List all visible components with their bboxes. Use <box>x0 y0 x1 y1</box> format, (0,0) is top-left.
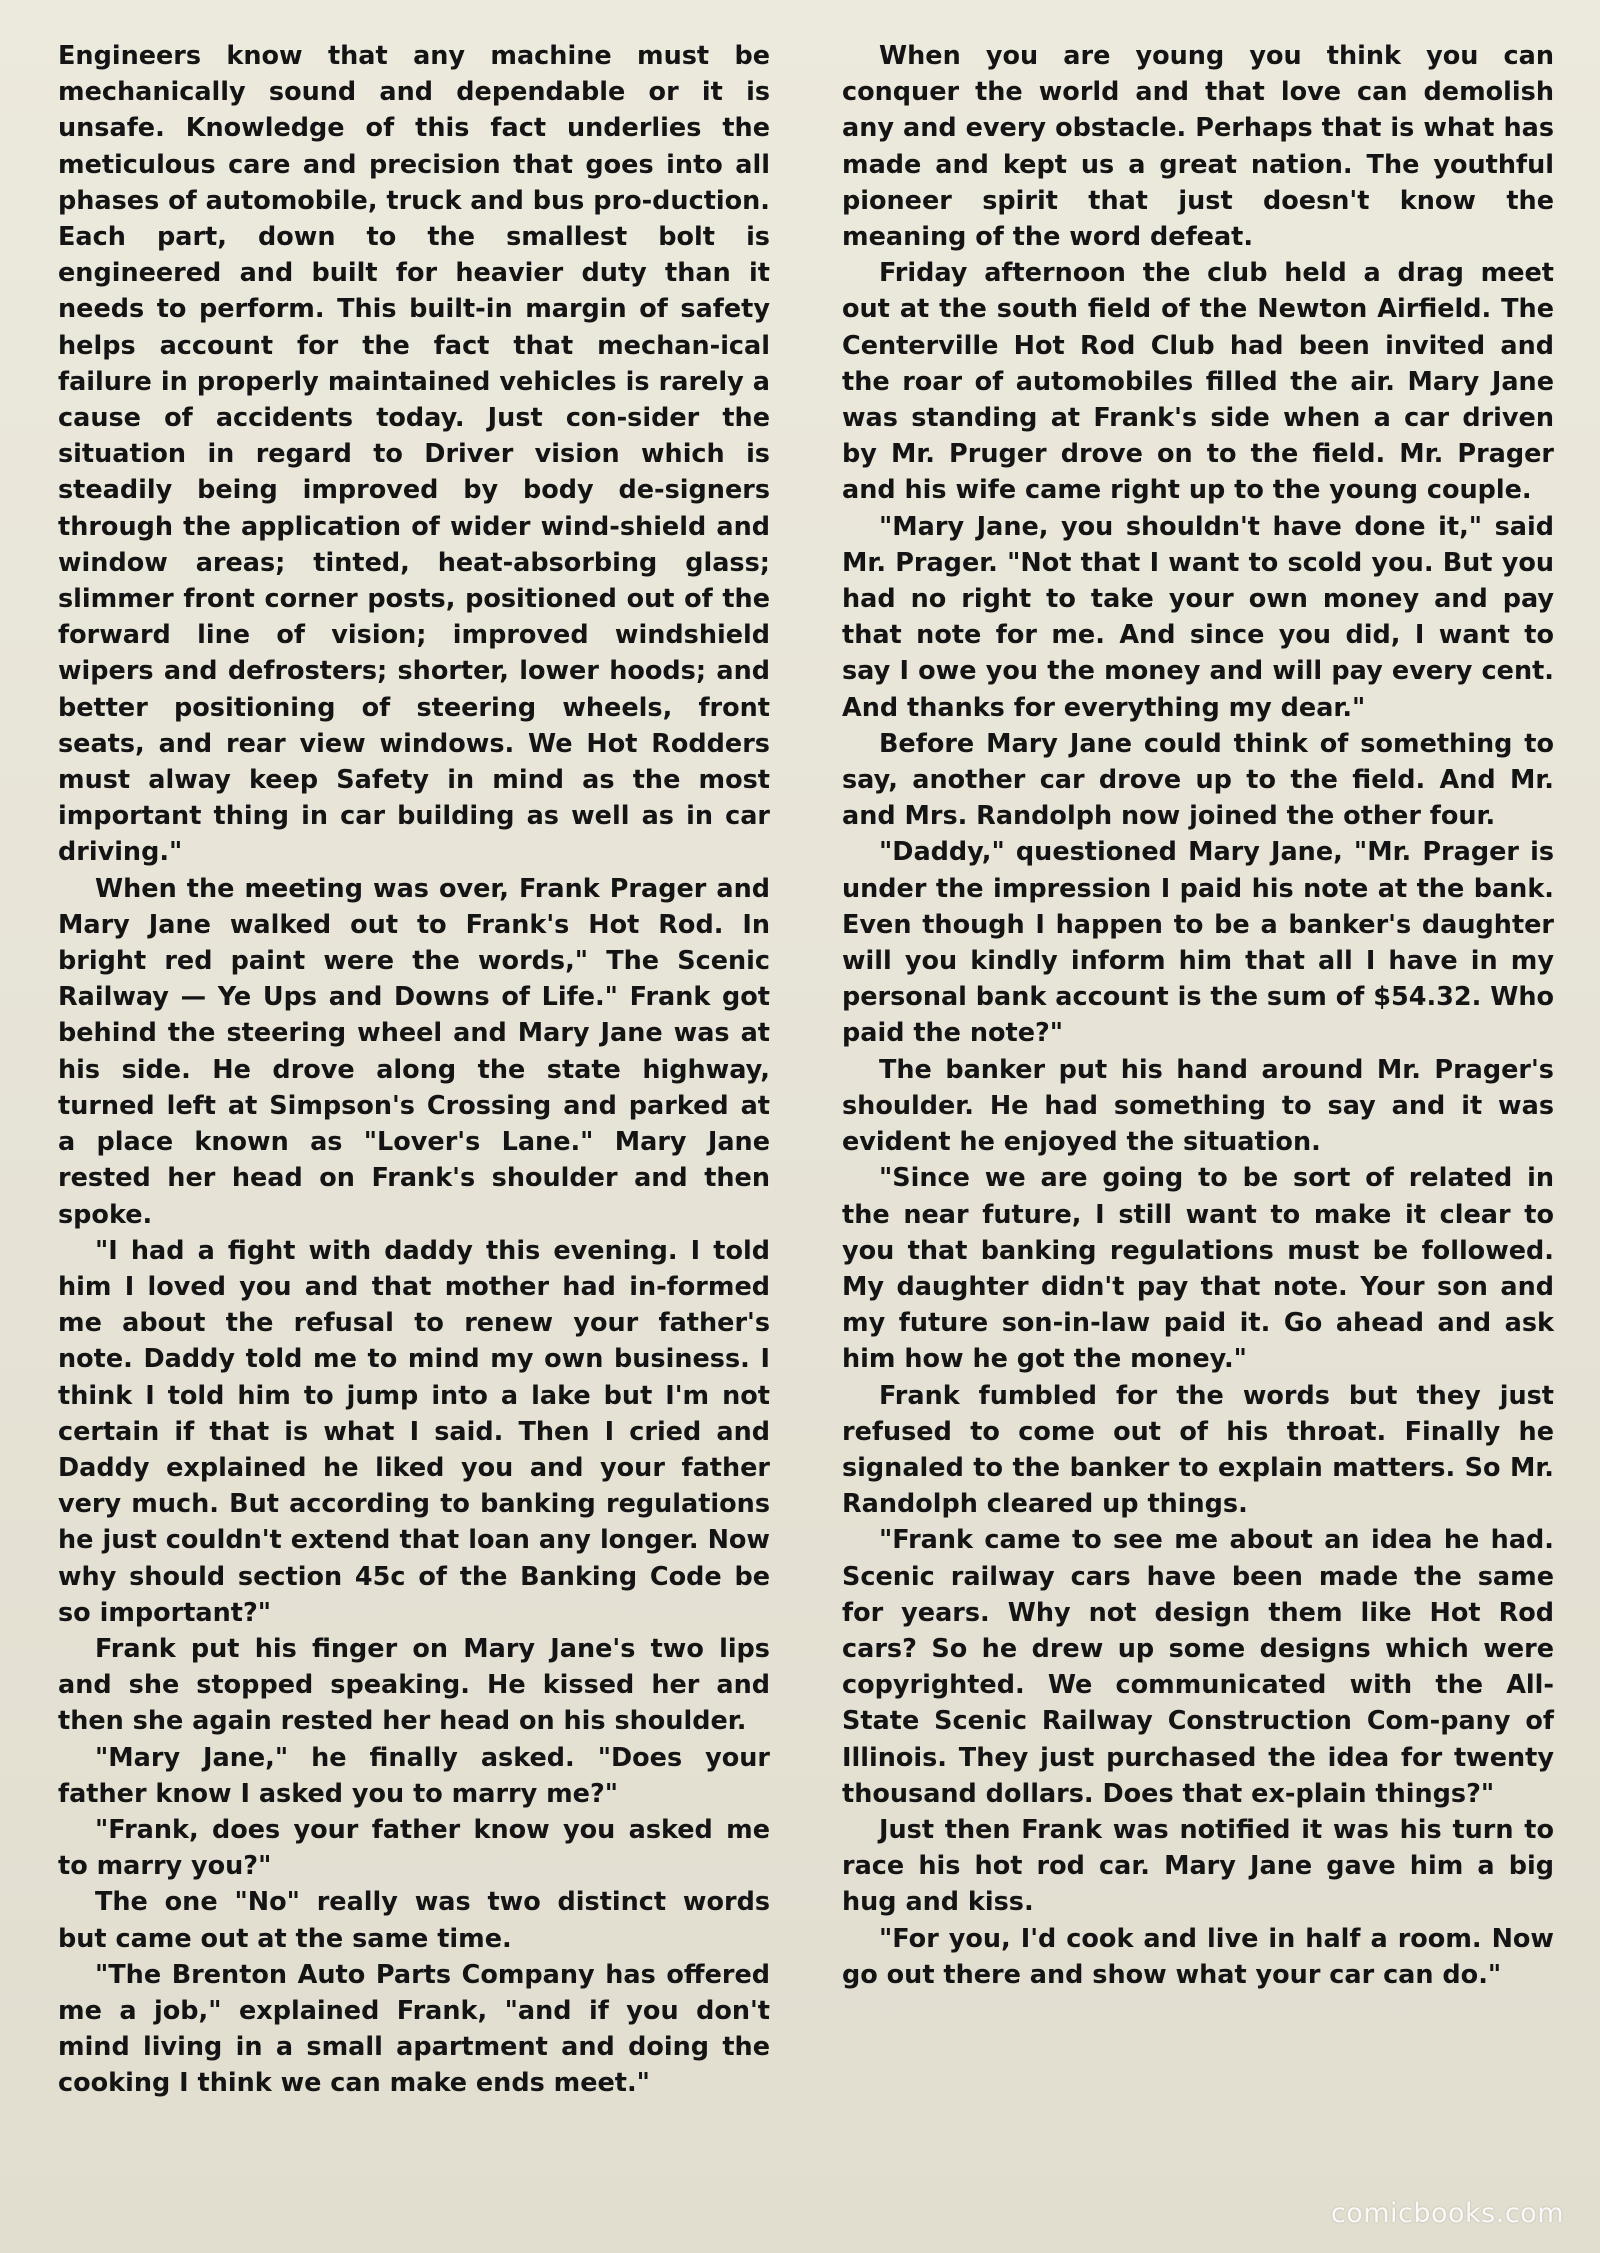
paragraph: "I had a fight with daddy this evening. I told him I loved you and that mother had in-formed me about the refusal to renew your father's note. Daddy told me to mind my own business. I think I told him to jump into a lake but I'm not certain if that is what I said. Then I cried and Daddy explained he liked you and your father very much. But according to banking regulations he just couldn't extend that loan any longer. Now why should section 45c of the Banking Code be so important?" <box>58 1235 770 1628</box>
paragraph: "Frank, does your father know you asked me to marry you?" <box>58 1814 770 1882</box>
paragraph: "Mary Jane," he finally asked. "Does your father know I asked you to marry me?" <box>58 1742 770 1809</box>
paragraph: When the meeting was over, Frank Prager and Mary Jane walked out to Frank's Hot Rod. In bright red paint were the words," The Scenic Railway — Ye Ups and Downs of Life." Frank got behind the steering wheel and Mary Jane was at his side. He drove along the state highway, turned left at Simpson's Crossing and parked at a place known as "Lover's Lane." Mary Jane rested her head on Frank's shoulder and then spoke. <box>58 873 770 1230</box>
site-watermark: comicbooks.com <box>1330 2198 1564 2229</box>
paragraph: Frank put his finger on Mary Jane's two lips and she stopped speaking. He kissed her and then she again rested her head on his shoulder. <box>58 1633 770 1737</box>
paragraph: Frank fumbled for the words but they just refused to come out of his throat. Finally he signaled to the banker to explain matters. So Mr. Randolph cleared up things. <box>842 1380 1554 1520</box>
paragraph: When you are young you think you can conquer the world and that love can demolish any and every obstacle. Perhaps that is what has made and kept us a great nation. The youthful pioneer spirit that just doesn't know the meaning of the word defeat. <box>842 41 1554 253</box>
paragraph: "Frank came to see me about an idea he had. Scenic railway cars have been made the same for years. Why not design them like Hot Rod cars? So he drew up some designs which were copyrighted. We communicated with the All-State Scenic Railway Construction Com-pany of Illinois. They just purchased the idea for twenty thousand dollars. Does that ex-plain things?" <box>842 1525 1554 1809</box>
paragraph: Just then Frank was notified it was his turn to race his hot rod car. Mary Jane gave him a big hug and kiss. <box>842 1814 1554 1918</box>
paragraph: "Mary Jane, you shouldn't have done it," said Mr. Prager. "Not that I want to scold you. But you had no right to take your own money and pay that note for me. And since you did, I want to say I owe you the money and will pay every cent. And thanks for everything my dear." <box>842 511 1554 723</box>
paragraph: "Daddy," questioned Mary Jane, "Mr. Prager is under the impression I paid his note at the bank. Even though I happen to be a banker's daughter will you kindly inform him that all I have in my personal bank account is the sum of $54.32. Who paid the note?" <box>842 837 1554 1049</box>
paragraph: Before Mary Jane could think of something to say, another car drove up to the field. And Mr. and Mrs. Randolph now joined the other four. <box>842 728 1554 832</box>
left-text-column <box>58 38 770 2102</box>
paragraph: The banker put his hand around Mr. Prager's shoulder. He had something to say and it was evident he enjoyed the situation. <box>842 1054 1554 1158</box>
paragraph: The one "No" really was two distinct words but came out at the same time. <box>58 1887 770 1954</box>
paragraph: "Since we are going to be sort of related in the near future, I still want to make it clear to you that banking regulations must be followed. My daughter didn't pay that note. Your son and my future son-in-law paid it. Go ahead and ask him how he got the money." <box>842 1163 1554 1375</box>
paragraph: "The Brenton Auto Parts Company has offered me a job," explained Frank, "and if you don't mind living in a small apartment and doing the cooking I think we can make ends meet." <box>58 1959 770 2099</box>
right-text-column <box>842 38 1554 1993</box>
paragraph: Engineers know that any machine must be mechanically sound and dependable or it is unsafe. Knowledge of this fact underlies the meticulous care and precision that goes into all phases of automobile, truck and bus pro-duction. Each part, down to the smallest bolt is engineered and built for heavier duty than it needs to perform. This built-in margin of safety helps account for the fact that mechan-ical failure in properly maintained vehicles is rarely a cause of accidents today. Just con-sider the situation in regard to Driver vision which is steadily being improved by body de-signers through the application of wider wind-shield and window areas; tinted, heat-absorbing glass; slimmer front corner posts, positioned out of the forward line of vision; improved windshield wipers and defrosters; shorter, lower hoods; and better positioning of steering wheels, front seats, and rear view windows. We Hot Rodders must alway keep Safety in mind as the most important thing in car building as well as in car driving." <box>58 41 770 868</box>
paragraph: Friday afternoon the club held a drag meet out at the south field of the Newton Airfield. The Centerville Hot Rod Club had been invited and the roar of automobiles filled the air. Mary Jane was standing at Frank's side when a car driven by Mr. Pruger drove on to the field. Mr. Prager and his wife came right up to the young couple. <box>842 258 1554 506</box>
paragraph: "For you, I'd cook and live in half a room. Now go out there and show what your car can do." <box>842 1923 1554 1990</box>
